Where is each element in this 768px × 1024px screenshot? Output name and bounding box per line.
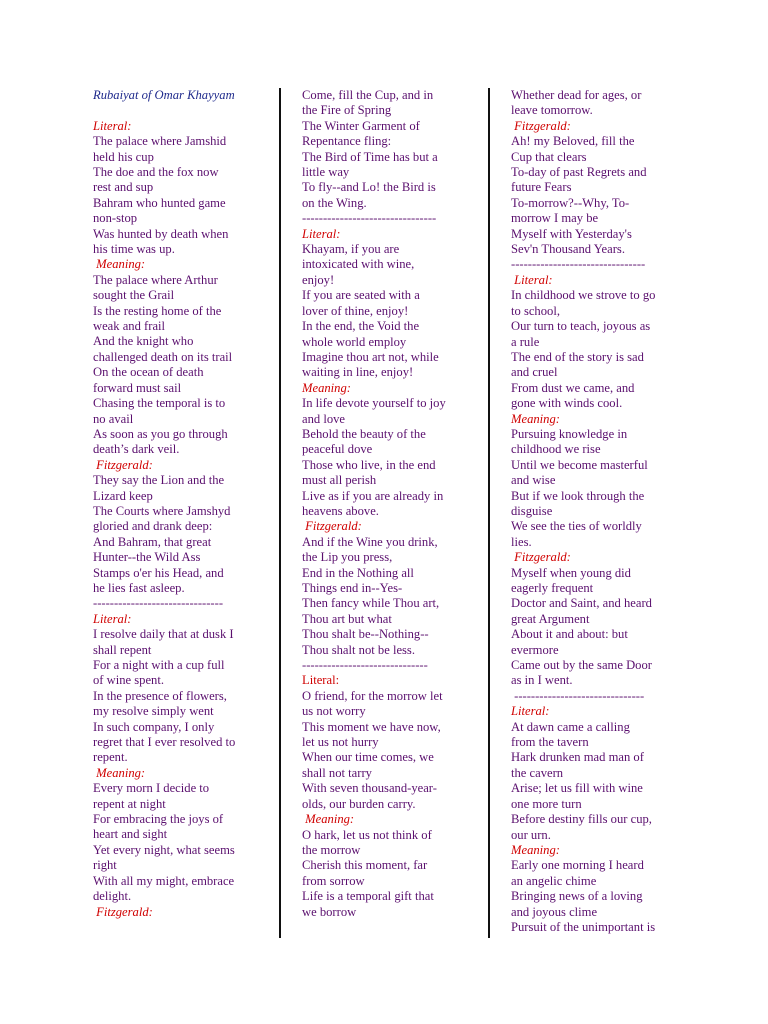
- poem-line: whole world employ: [302, 334, 407, 349]
- poem-line: Khayam, if you are: [302, 242, 400, 257]
- poem-line: future Fears: [511, 180, 572, 195]
- poem-line: Things end in--Yes-: [302, 581, 403, 595]
- poem-line: to school,: [511, 303, 560, 318]
- section-heading-fitzgerald: Fitzgerald:: [93, 457, 153, 472]
- poem-line: the Fire of Spring: [302, 103, 392, 118]
- section-heading-literal: Literal:: [511, 272, 553, 287]
- poem-line: evermore: [511, 642, 559, 657]
- poem-line: and joyous clime: [511, 904, 598, 919]
- section-separator: ------------------------------: [302, 658, 428, 673]
- poem-line: Thou shalt not be less.: [302, 642, 415, 657]
- poem-line: Until we become masterful: [511, 457, 648, 472]
- poem-line: from the tavern: [511, 735, 589, 750]
- poem-line: my resolve simply went: [93, 704, 214, 719]
- poem-line: heart and sight: [93, 827, 168, 842]
- poem-line: The Courts where Jamshyd: [93, 503, 231, 518]
- poem-line: the cavern: [511, 765, 564, 780]
- poem-line: repent at night: [93, 796, 166, 811]
- poem-line: Lizard keep: [93, 488, 153, 503]
- poem-line: To-morrow?--Why, To-: [511, 195, 630, 210]
- poem-line: Is the resting home of the: [93, 303, 222, 318]
- poem-line: Stamps o'er his Head, and: [93, 565, 224, 580]
- poem-line: Live as if you are already in: [302, 488, 444, 503]
- poem-line: Was hunted by death when: [93, 226, 229, 241]
- poem-line: gloried and drank deep:: [93, 519, 213, 534]
- poem-line: disguise: [511, 503, 553, 518]
- poem-line: heavens above.: [302, 503, 379, 518]
- poem-line: one more turn: [511, 796, 582, 811]
- poem-line: Cup that clears: [511, 149, 587, 164]
- poem-line: regret that I ever resolved to: [93, 735, 236, 750]
- text-column-2: [302, 88, 480, 920]
- section-separator: -------------------------------: [93, 596, 224, 611]
- section-heading-meaning: Meaning:: [93, 257, 146, 272]
- poem-line: morrow I may be: [511, 211, 599, 226]
- poem-line: olds, our burden carry.: [302, 796, 416, 811]
- poem-line: Bringing news of a loving: [511, 889, 643, 904]
- poem-line: The palace where Jamshid: [93, 134, 227, 149]
- column-divider-2: [488, 88, 490, 938]
- text-column-3: [511, 88, 683, 935]
- poem-line: To fly--and Lo! the Bird is: [302, 180, 436, 195]
- poem-line: O hark, let us not think of: [302, 827, 432, 842]
- poem-line: They say the Lion and the: [93, 473, 225, 488]
- poem-line: In life devote yourself to joy: [302, 396, 446, 411]
- poem-line: Repentance fling:: [302, 134, 392, 149]
- poem-line: The doe and the fox now: [93, 165, 219, 180]
- poem-line: And Bahram, that great: [93, 534, 212, 549]
- poem-line: lover of thine, enjoy!: [302, 303, 409, 318]
- poem-line: no avail: [93, 411, 134, 426]
- poem-line: When our time comes, we: [302, 750, 434, 765]
- poem-line: shall repent: [93, 642, 152, 657]
- section-heading-meaning: Meaning:: [93, 765, 146, 780]
- poem-line: enjoy!: [302, 272, 335, 287]
- poem-line: and cruel: [511, 365, 558, 380]
- poem-line: Come, fill the Cup, and in: [302, 88, 434, 102]
- poem-line: Arise; let us fill with wine: [511, 781, 643, 796]
- poem-line: Those who live, in the end: [302, 457, 436, 472]
- poem-line: right: [93, 858, 117, 873]
- poem-line: At dawn came a calling: [511, 719, 630, 734]
- section-heading-literal: Literal:: [511, 704, 550, 719]
- poem-line: In childhood we strove to go: [511, 288, 656, 303]
- poem-line: Life is a temporal gift that: [302, 889, 434, 904]
- poem-line: With seven thousand-year-: [302, 781, 437, 796]
- poem-line: O friend, for the morrow let: [302, 688, 443, 703]
- poem-line: shall not tarry: [302, 765, 372, 780]
- column-divider-1: [279, 88, 281, 938]
- document-title: Rubaiyat of Omar Khayyam: [93, 88, 235, 102]
- poem-line: Behold the beauty of the: [302, 426, 426, 441]
- poem-line: The Bird of Time has but a: [302, 149, 438, 164]
- poem-line: the morrow: [302, 842, 361, 857]
- poem-line: Our turn to teach, joyous as: [511, 319, 651, 334]
- section-heading-literal: Literal:: [93, 118, 132, 133]
- poem-line: forward must sail: [93, 380, 182, 395]
- poem-line: From dust we came, and: [511, 380, 635, 395]
- poem-line: In the end, the Void the: [302, 319, 420, 334]
- section-heading-meaning: Meaning:: [302, 380, 351, 395]
- poem-line: from sorrow: [302, 873, 365, 888]
- poem-line: the Lip you press,: [302, 550, 393, 565]
- poem-line: Yet every night, what seems: [93, 842, 235, 857]
- poem-line: For embracing the joys of: [93, 812, 224, 827]
- poem-line: us not worry: [302, 704, 366, 719]
- poem-line: On the ocean of death: [93, 365, 204, 380]
- poem-line: intoxicated with wine,: [302, 257, 415, 272]
- poem-line: and wise: [511, 473, 556, 488]
- poem-line: Myself when young did: [511, 565, 631, 580]
- section-heading-meaning: Meaning:: [511, 842, 560, 857]
- poem-line: And the knight who: [93, 334, 194, 349]
- poem-line: as in I went.: [511, 673, 573, 688]
- poem-line: Thou shalt be--Nothing--: [302, 627, 429, 642]
- poem-line: The end of the story is sad: [511, 349, 644, 364]
- poem-line: Pursuing knowledge in: [511, 426, 628, 441]
- poem-line: This moment we have now,: [302, 719, 441, 734]
- poem-line: Before destiny fills our cup,: [511, 812, 652, 827]
- poem-line: delight.: [93, 889, 132, 904]
- poem-line: leave tomorrow.: [511, 103, 593, 118]
- poem-line: Thou art but what: [302, 611, 392, 626]
- poem-line: he lies fast asleep.: [93, 580, 185, 595]
- section-heading-fitzgerald: Fitzgerald:: [302, 519, 362, 534]
- section-heading-literal: Literal:: [302, 673, 340, 688]
- poem-line: Hunter--the Wild Ass: [93, 550, 201, 565]
- section-heading-fitzgerald: Fitzgerald:: [511, 550, 571, 565]
- poem-line: Ah! my Beloved, fill the: [511, 134, 635, 149]
- poem-line: must all perish: [302, 473, 377, 488]
- poem-line: held his cup: [93, 149, 154, 164]
- poem-line: childhood we rise: [511, 442, 601, 457]
- poem-line: eagerly frequent: [511, 581, 594, 595]
- poem-line: on the Wing.: [302, 195, 367, 210]
- poem-line: In such company, I only: [93, 719, 215, 734]
- poem-line: gone with winds cool.: [511, 396, 623, 411]
- poem-line: The palace where Arthur: [93, 272, 218, 287]
- poem-line: his time was up.: [93, 242, 175, 257]
- poem-line: an angelic chime: [511, 873, 597, 888]
- poem-line: rest and sup: [93, 180, 154, 195]
- section-separator: -------------------------------: [511, 688, 645, 703]
- poem-line: Then fancy while Thou art,: [302, 596, 440, 611]
- poem-line: Every morn I decide to: [93, 781, 210, 796]
- poem-line: Came out by the same Door: [511, 658, 652, 673]
- poem-line: Doctor and Saint, and heard: [511, 596, 652, 611]
- section-heading-fitzgerald: Fitzgerald:: [511, 118, 571, 133]
- poem-line: With all my might, embrace: [93, 873, 235, 888]
- poem-line: let us not hurry: [302, 735, 379, 750]
- poem-line: a rule: [511, 334, 540, 349]
- poem-line: non-stop: [93, 211, 138, 226]
- poem-line: In the presence of flowers,: [93, 688, 227, 703]
- poem-line: Pursuit of the unimportant is: [511, 919, 656, 934]
- poem-line: death’s dark veil.: [93, 442, 180, 457]
- blank-line: [93, 103, 271, 118]
- section-heading-meaning: Meaning:: [511, 411, 560, 426]
- poem-line: If you are seated with a: [302, 288, 420, 303]
- poem-line: Sev'n Thousand Years.: [511, 242, 625, 257]
- poem-line: great Argument: [511, 611, 590, 626]
- poem-line: End in the Nothing all: [302, 565, 414, 580]
- poem-line: As soon as you go through: [93, 426, 228, 441]
- poem-line: But if we look through the: [511, 488, 645, 503]
- poem-line: Bahram who hunted game: [93, 195, 226, 210]
- poem-line: weak and frail: [93, 319, 166, 334]
- section-heading-meaning: Meaning:: [302, 812, 355, 827]
- section-heading-literal: Literal:: [93, 611, 132, 626]
- poem-line: lies.: [511, 534, 532, 549]
- poem-line: Myself with Yesterday's: [511, 226, 632, 241]
- poem-line: sought the Grail: [93, 288, 175, 303]
- poem-line: challenged death on its trail: [93, 349, 233, 364]
- poem-line: we borrow: [302, 904, 357, 919]
- text-column-1: [93, 88, 271, 920]
- section-heading-fitzgerald: Fitzgerald:: [93, 904, 153, 919]
- poem-line: little way: [302, 165, 350, 180]
- poem-line: our urn.: [511, 827, 551, 842]
- poem-line: We see the ties of worldly: [511, 519, 642, 534]
- poem-line: of wine spent.: [93, 673, 164, 688]
- poem-line: To-day of past Regrets and: [511, 165, 647, 180]
- poem-line: Chasing the temporal is to: [93, 396, 226, 411]
- poem-line: And if the Wine you drink,: [302, 534, 438, 549]
- section-separator: --------------------------------: [302, 211, 437, 226]
- poem-line: Hark drunken mad man of: [511, 750, 644, 765]
- section-heading-literal: Literal:: [302, 226, 341, 241]
- poem-line: About it and about: but: [511, 627, 628, 642]
- poem-line: For a night with a cup full: [93, 658, 225, 673]
- poem-line: waiting in line, enjoy!: [302, 365, 414, 380]
- poem-line: Cherish this moment, far: [302, 858, 428, 873]
- poem-line: The Winter Garment of: [302, 118, 420, 133]
- section-separator: --------------------------------: [511, 257, 646, 272]
- poem-line: repent.: [93, 750, 128, 765]
- poem-line: Imagine thou art not, while: [302, 349, 439, 364]
- poem-line: and love: [302, 411, 346, 426]
- poem-line: peaceful dove: [302, 442, 373, 457]
- poem-line: Early one morning I heard: [511, 858, 644, 873]
- poem-line: Whether dead for ages, or: [511, 88, 642, 102]
- poem-line: I resolve daily that at dusk I: [93, 627, 234, 642]
